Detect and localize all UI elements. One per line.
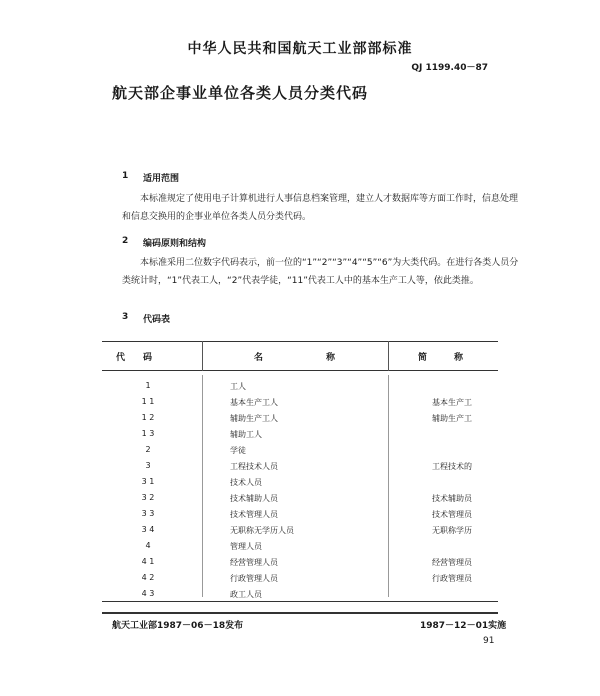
table-cell-code: 4 1 bbox=[141, 557, 155, 566]
issue-date: 航天工业部1987－06－18发布 bbox=[112, 621, 244, 631]
effective-date: 1987－12－01实施 bbox=[420, 621, 507, 631]
table-cell-code: 3 1 bbox=[141, 477, 155, 486]
table-cell-name: 基本生产工人 bbox=[230, 398, 278, 407]
table-divider-2 bbox=[388, 341, 389, 371]
table-header-abbr: 简 称 bbox=[418, 353, 464, 363]
standard-number: QJ 1199.40－87 bbox=[411, 63, 488, 73]
table-top-rule bbox=[102, 341, 498, 342]
table-cell-code: 3 4 bbox=[141, 525, 155, 534]
table-cell-name: 技术管理人员 bbox=[230, 510, 278, 519]
table-cell-abbr: 行政管理员 bbox=[432, 574, 472, 583]
table-cell-abbr: 工程技术的 bbox=[432, 462, 472, 471]
table-header-name: 名 称 bbox=[254, 353, 336, 363]
table-cell-code: 3 3 bbox=[141, 509, 155, 518]
table-cell-code: 1 2 bbox=[141, 413, 155, 422]
table-cell-abbr: 基本生产工 bbox=[432, 398, 472, 407]
table-cell-abbr: 辅助生产工 bbox=[432, 414, 472, 423]
table-bottom-rule bbox=[102, 601, 498, 602]
section-3-number: 3 bbox=[122, 312, 129, 322]
table-cell-name: 政工人员 bbox=[230, 590, 262, 599]
table-cell-code: 4 2 bbox=[141, 573, 155, 582]
table-cell-name: 行政管理人员 bbox=[230, 574, 278, 583]
section-2-paragraph: 本标准采用二位数字代码表示，前一位的“1”“2”“3”“4”“5”“6”为大类代码。在进行各类人员分类统计时，“1”代表工人，“2”代表学徒，“11”代表工人中的基本生产工人等，依此类推。 bbox=[122, 258, 519, 286]
section-1-title: 适用范围 bbox=[143, 174, 180, 184]
section-2-number: 2 bbox=[122, 236, 129, 246]
table-cell-name: 管理人员 bbox=[230, 542, 262, 551]
table-cell-abbr: 无职称学历 bbox=[432, 526, 472, 535]
table-cell-name: 辅助工人 bbox=[230, 430, 262, 439]
table-divider-1-body bbox=[202, 375, 203, 597]
table-cell-code: 1 bbox=[145, 381, 151, 390]
table-cell-code: 1 1 bbox=[141, 397, 155, 406]
table-cell-abbr: 技术管理员 bbox=[432, 510, 472, 519]
table-cell-code: 4 3 bbox=[141, 589, 155, 598]
table-cell-name: 工程技术人员 bbox=[230, 462, 278, 471]
table-cell-code: 1 3 bbox=[141, 429, 155, 438]
table-cell-name: 辅助生产工人 bbox=[230, 414, 278, 423]
section-2-title: 编码原则和结构 bbox=[143, 239, 207, 249]
table-cell-name: 学徒 bbox=[230, 446, 246, 455]
table-cell-name: 无职称无学历人员 bbox=[230, 526, 294, 535]
table-cell-code: 2 bbox=[145, 445, 151, 454]
page-number: 91 bbox=[483, 636, 495, 646]
section-1-number: 1 bbox=[122, 171, 129, 181]
table-cell-abbr: 经营管理员 bbox=[432, 558, 472, 567]
table-cell-code: 3 2 bbox=[141, 493, 155, 502]
table-cell-name: 技术辅助人员 bbox=[230, 494, 278, 503]
table-divider-2-body bbox=[388, 375, 389, 597]
table-header-rule bbox=[102, 370, 498, 371]
table-divider-1 bbox=[202, 341, 203, 371]
table-cell-code: 4 bbox=[145, 541, 151, 550]
table-cell-name: 经营管理人员 bbox=[230, 558, 278, 567]
document-title: 航天部企事业单位各类人员分类代码 bbox=[112, 84, 369, 102]
table-cell-code: 3 bbox=[145, 461, 151, 470]
standard-header-title: 中华人民共和国航天工业部部标准 bbox=[187, 41, 413, 57]
table-cell-abbr: 技术辅助员 bbox=[432, 494, 472, 503]
section-3-title: 代码表 bbox=[143, 315, 171, 325]
table-cell-name: 工人 bbox=[230, 382, 246, 391]
table-header-code: 代 码 bbox=[116, 353, 153, 363]
table-cell-name: 技术人员 bbox=[230, 478, 262, 487]
section-1-paragraph: 本标准规定了使用电子计算机进行人事信息档案管理，建立人才数据库等方面工作时，信息处理和信息交换用的企事业单位各类人员分类代码。 bbox=[122, 194, 519, 222]
footer-rule bbox=[102, 612, 498, 614]
